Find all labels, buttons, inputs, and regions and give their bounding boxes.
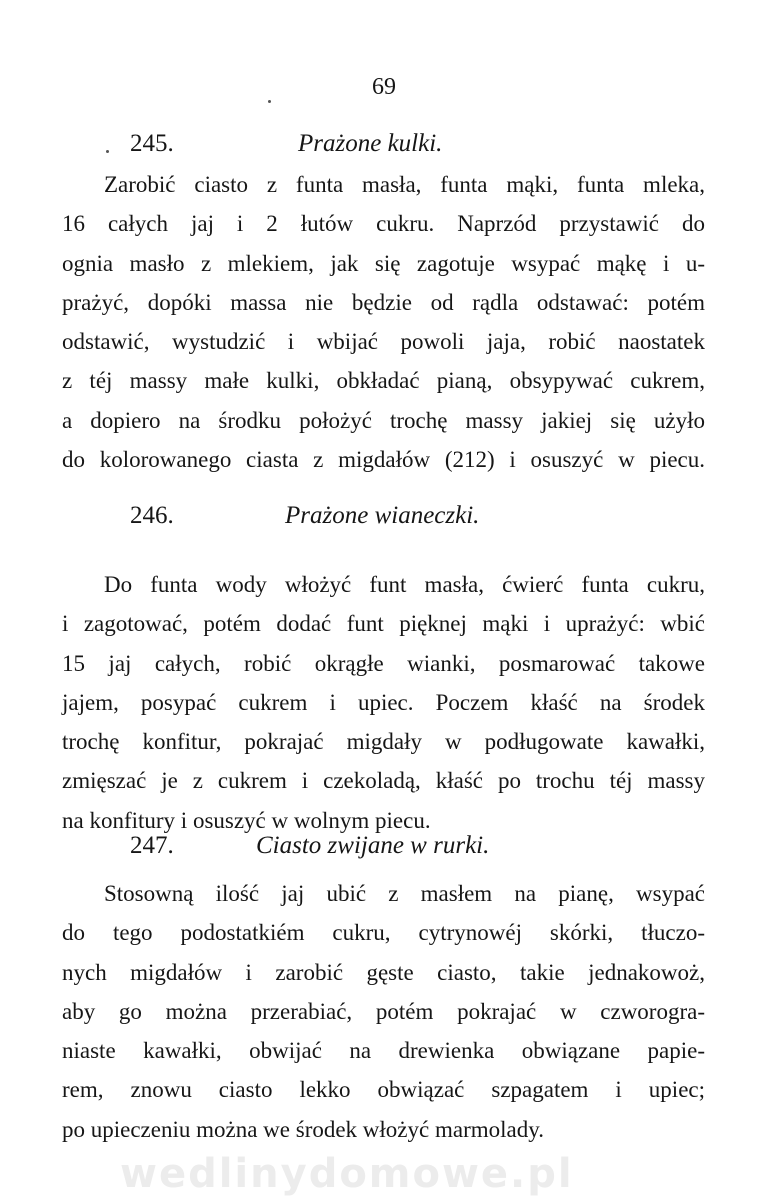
page-number: 69 <box>372 74 396 100</box>
watermark: wedlinydomowe.pl <box>120 1151 574 1197</box>
text-line: a dopiero na środku położyć trochę massy jakiej się użyło <box>62 407 705 433</box>
recipe-title: Prażone wianeczki. <box>285 502 480 529</box>
text-line: ognia masło z mlekiem, jak się zagotuje wsypać mąkę i u- <box>62 250 705 276</box>
recipe-title: Prażone kulki. <box>298 130 443 157</box>
text-line: Stosowną ilość jaj ubić z masłem na pianę, wsypać <box>104 881 705 906</box>
text-line: rem, znowu ciasto lekko obwiązać szpagatem i upiec; <box>62 1077 705 1103</box>
recipe-number: 245. <box>130 130 174 157</box>
recipe-text <box>62 565 705 840</box>
text-line: Do funta wody włożyć funt masła, ćwierć funta cukru, <box>104 572 705 597</box>
text-line: i zagotować, potém dodać funt pięknej mąki i uprażyć: wbić <box>62 611 705 637</box>
speck <box>268 100 271 103</box>
text-line: niaste kawałki, obwijać na drewienka obwiązane papie- <box>62 1038 705 1064</box>
recipe-text <box>62 165 705 479</box>
recipe-text <box>62 874 705 1149</box>
text-line: 15 jaj całych, robić okrągłe wianki, posmarować takowe <box>62 650 705 676</box>
text-line: aby go można przerabiać, potém pokrajać w czworogra- <box>62 998 705 1024</box>
recipe-title: Ciasto zwijane w rurki. <box>256 832 490 859</box>
text-line: zmięszać je z cukrem i czekoladą, kłaść po trochu téj massy <box>62 768 705 794</box>
text-line: trochę konfitur, pokrajać migdały w podługowate kawałki, <box>62 729 705 755</box>
text-line: 16 całych jaj i 2 łutów cukru. Naprzód przystawić do <box>62 211 705 237</box>
text-line: odstawić, wystudzić i wbijać powoli jaja, robić naostatek <box>62 329 705 355</box>
text-line: do kolorowanego ciasta z migdałów (212) i osuszyć w piecu. <box>62 447 705 473</box>
text-line: Zarobić ciasto z funta masła, funta mąki, funta mleka, <box>104 172 705 197</box>
recipe-number: 247. <box>130 832 174 859</box>
recipe-heading <box>0 832 768 866</box>
text-line: do tego podostatkiém cukru, cytrynowéj skórki, tłuczo- <box>62 920 705 946</box>
recipe-number: 246. <box>130 502 174 529</box>
text-line: po upieczeniu można we środek włożyć marmolady. <box>62 1116 544 1142</box>
recipe-heading <box>0 130 768 164</box>
text-line: na konfitury i osuszyć w wolnym piecu. <box>62 807 431 833</box>
text-line: z téj massy małe kulki, obkładać pianą, obsypywać cukrem, <box>62 368 705 394</box>
text-line: jajem, posypać cukrem i upiec. Poczem kłaść na środek <box>62 689 705 715</box>
text-line: nych migdałów i zarobić gęste ciasto, takie jednakowoż, <box>62 959 705 985</box>
text-line: prażyć, dopóki massa nie będzie od rądla odstawać: potém <box>62 289 705 315</box>
recipe-heading <box>0 502 768 536</box>
